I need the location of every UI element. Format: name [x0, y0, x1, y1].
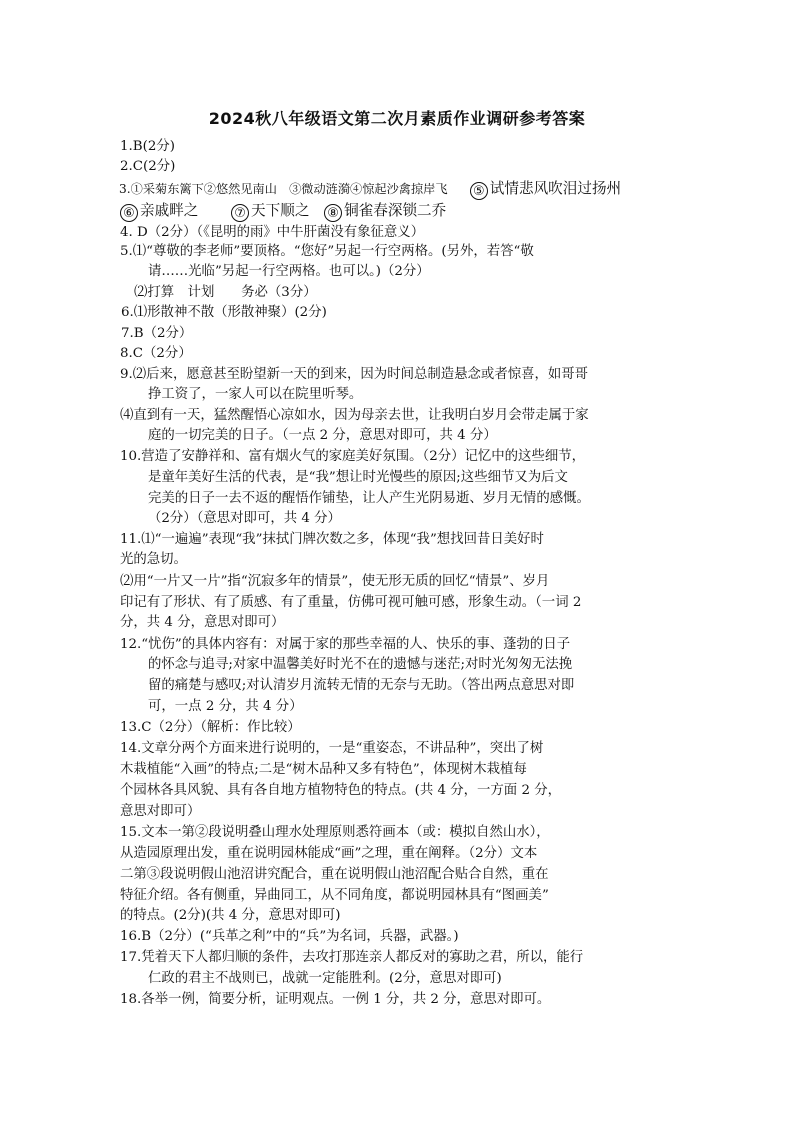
answer-9-line-2: 挣工资了，一家人可以在院里听琴。: [148, 387, 363, 402]
answer-6: 6.⑴形散神不散（形散神聚）(2分): [121, 305, 327, 320]
answer-17-line-2: 仁政的君主不战则已，战就一定能胜利。(2分，意思对即可): [148, 971, 502, 986]
answer-12-line-3: 留的痛楚与感叹;对认清岁月流转无情的无奈与无助。（答出两点意思对即: [148, 678, 575, 693]
answer-9-line-4: 庭的一切完美的日子。（一点 2 分，意思对即可，共 4 分）: [148, 428, 497, 443]
answer-11-line-5: 分，共 4 分，意思对即可）: [120, 615, 285, 630]
answer-15-line-5: 的特点。(2分)(共 4 分，意思对即可): [120, 908, 341, 923]
answer-8: 8.C（2分）: [120, 346, 192, 361]
answer-5-line-2: 请……光临”另起一行空两格。也可以。)（2分）: [148, 264, 430, 279]
answer-11-line-4: 印记有了形状、有了质感、有了重量，仿佛可视可触可感，形象生动。（一词 2: [120, 595, 582, 610]
answer-3-part-b: 试情悲风吹泪过扬州: [489, 180, 622, 197]
answer-15-line-4: 特征介绍。各有侧重，异曲同工，从不同角度，都说明园林具有“图画美”: [120, 888, 549, 903]
answer-3-part-e: 铜雀春深锁二乔: [344, 202, 447, 219]
answer-12-line-4: 可，一点 2 分，共 4 分）: [148, 699, 303, 714]
answer-10-line-1: 10.营造了安静祥和、富有烟火气的家庭美好氛围。（2分）记忆中的这些细节，: [120, 449, 586, 464]
answer-3-part-d: 天下顺之: [251, 202, 310, 219]
answer-7: 7.B（2分）: [121, 326, 193, 341]
answer-9-line-1: 9.⑵后来，愿意甚至盼望新一天的到来，因为时间总制造悬念或者惊喜，如哥哥: [120, 367, 589, 382]
answer-18: 18.各举一例，简要分析，证明观点。一例 1 分，共 2 分，意思对即可。: [120, 992, 551, 1007]
answer-17-line-1: 17.凭着天下人都归顺的条件，去攻打那连亲人都反对的寡助之君，所以，能行: [120, 950, 584, 965]
answer-11-line-3: ⑵用“一片又一片”指“沉寂多年的情景”，使无形无质的回忆“情景”、岁月: [120, 574, 550, 589]
answer-3-line-2: [120, 202, 446, 222]
answer-5-line-1: 5.⑴“尊敬的李老师”要顶格。“您好”另起一行空两格。(另外，若答“敬: [120, 244, 534, 259]
answer-12-line-2: 的怀念与追寻;对家中温馨美好时光不在的遗憾与迷茫;对时光匆匆无法挽: [148, 657, 573, 672]
answer-2: 2.C(2分): [120, 159, 176, 174]
circled-number-6: ⑥: [120, 204, 138, 222]
answer-15-line-1: 15.文本一第②段说明叠山理水处理原则悉符画本（或：模拟自然山水），: [120, 825, 550, 840]
answer-13: 13.C（2分）（解析：作比较）: [120, 720, 301, 735]
circled-number-8: ⑧: [324, 204, 342, 222]
page-title: 2024秋八年级语文第二次月素质作业调研参考答案: [208, 109, 586, 128]
answer-3-part-a: 3.①采菊东篱下②悠然见南山 ③微动涟漪④惊起沙禽掠岸飞: [119, 182, 448, 196]
answer-15-line-3: 二第③段说明假山池沼讲究配合，重在说明假山池沼配合贴合自然，重在: [120, 867, 549, 882]
answer-1: 1.B(2分): [120, 139, 175, 154]
answer-11-line-1: 11.⑴“一遍遍”表现“我”抹拭门牌次数之多，体现“我”想找回昔日美好时: [120, 532, 544, 547]
answer-3-part-c: 亲戚畔之: [140, 202, 199, 219]
answer-12-line-1: 12.“忧伤”的具体内容有：对属于家的那些幸福的人、快乐的事、蓬勃的日子: [120, 637, 571, 652]
answer-14-line-3: 个园林各具风貌、具有各自地方植物特色的特点。(共 4 分，一方面 2 分，: [120, 783, 562, 798]
answer-9-line-3: ⑷直到有一天，猛然醒悟心凉如水，因为母亲去世，让我明白岁月会带走属于家: [120, 408, 589, 423]
answer-15-line-2: 从造园原理出发，重在说明园林能成“画”之理，重在阐释。（2分）文本: [120, 846, 538, 861]
answer-10-line-3: 完美的日子一去不返的醒悟作铺垫，让人产生光阴易逝、岁月无情的感慨。: [148, 491, 590, 506]
circled-number-7: ⑦: [231, 204, 249, 222]
answer-14-line-2: 木栽植能“入画”的特点;二是“树木品种又多有特色”，体现树木栽植每: [120, 762, 527, 777]
answer-14-line-4: 意思对即可）: [120, 804, 201, 819]
answer-5-line-3: ⑵打算 计划 务必（3分）: [134, 285, 317, 300]
answer-11-line-2: 光的急切。: [120, 552, 187, 567]
answer-14-line-1: 14.文章分两个方面来进行说明的，一是“重姿态，不讲品种”，突出了树: [120, 741, 544, 756]
answer-4: 4. D（2分）（《昆明的雨》中牛肝菌没有象征意义）: [120, 225, 425, 240]
answer-3-line-1: [119, 180, 621, 200]
answer-10-line-4: （2分）（意思对即可，共 4 分）: [148, 511, 341, 526]
answer-16: 16.B（2分）(“兵革之利”中的“兵”为名词，兵器，武器。): [120, 929, 459, 944]
answer-10-line-2: 是童年美好生活的代表，是“我”想让时光慢些的原因;这些细节又为后文: [148, 470, 568, 485]
circled-number-5: ⑤: [470, 182, 488, 200]
